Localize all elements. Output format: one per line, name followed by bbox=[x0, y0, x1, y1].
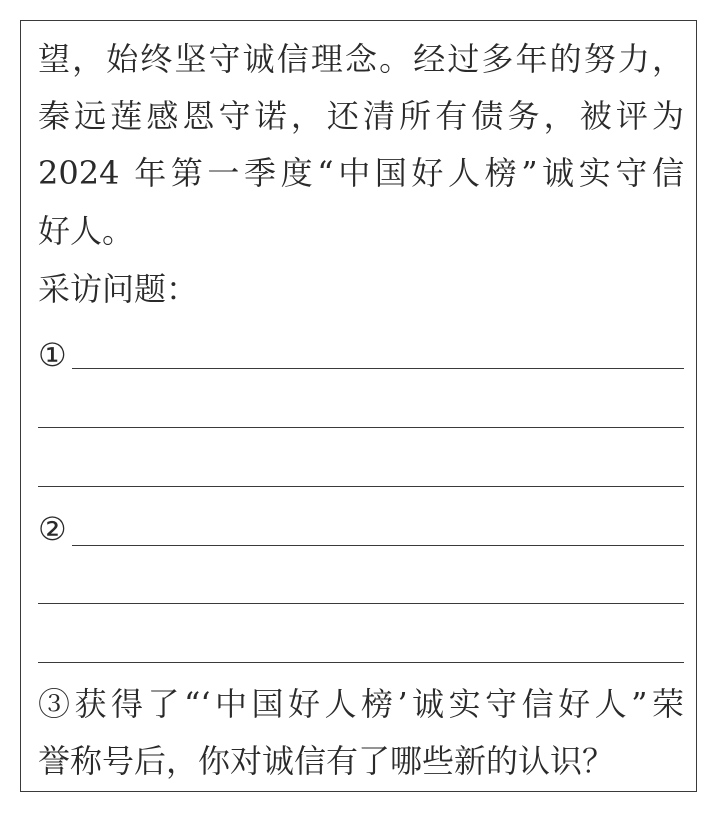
answer-line-2b[interactable] bbox=[38, 603, 684, 604]
answer-line-1c[interactable] bbox=[38, 486, 684, 487]
paragraph-line-3: 2024 年第一季度“中国好人榜”诚实守信 bbox=[38, 154, 684, 192]
paragraph-line-2: 秦远莲感恩守诺，还清所有债务，被评为 bbox=[38, 97, 684, 135]
answer-line-1b[interactable] bbox=[38, 427, 684, 428]
question-3-line-1: ③获得了“‘中国好人榜’诚实守信好人”荣 bbox=[38, 685, 684, 723]
answer-line-1a[interactable] bbox=[72, 368, 684, 369]
question-1-marker: ① bbox=[38, 336, 67, 374]
answer-line-2c[interactable] bbox=[38, 662, 684, 663]
paragraph-line-4: 好人。 bbox=[38, 212, 135, 250]
answer-line-2a[interactable] bbox=[72, 545, 684, 546]
paragraph-line-1: 望，始终坚守诚信理念。经过多年的努力， bbox=[38, 40, 684, 78]
question-2-marker: ② bbox=[38, 510, 67, 548]
interview-heading: 采访问题： bbox=[38, 270, 199, 308]
question-3-line-2: 誉称号后，你对诚信有了哪些新的认识？ bbox=[38, 742, 615, 780]
